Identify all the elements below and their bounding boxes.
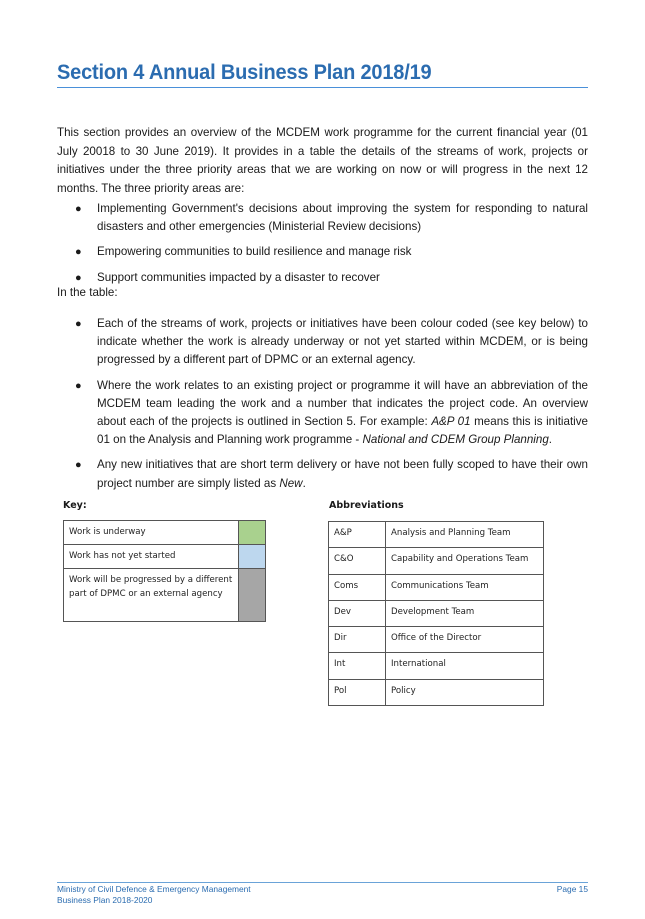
abbr-code: Pol — [329, 679, 386, 705]
project-name-example: National and CDEM Group Planning — [362, 433, 549, 447]
footer-rule — [57, 882, 588, 883]
table-row — [329, 522, 544, 548]
table-row — [64, 521, 266, 545]
bullet-icon: ● — [75, 203, 82, 215]
key-swatch-not-started — [239, 545, 266, 569]
abbr-code: Coms — [329, 574, 386, 600]
table-row — [329, 679, 544, 705]
key-text: Work is underway — [64, 521, 239, 545]
abbreviations-heading: Abbreviations — [329, 500, 404, 511]
table-row — [329, 653, 544, 679]
abbr-code: Int — [329, 653, 386, 679]
list-item: ● Implementing Government's decisions about improving the system for responding to natural disasters and other emergencies (Ministerial Review decisions) — [75, 202, 588, 234]
table-row — [329, 548, 544, 574]
table-row — [64, 569, 266, 622]
colour-key-table — [63, 520, 266, 622]
abbr-code: A&P — [329, 522, 386, 548]
footer-organisation: Ministry of Civil Defence & Emergency Management — [57, 884, 251, 894]
list-item: ● Empowering communities to build resilience and manage risk — [57, 243, 588, 261]
abbr-code: Dev — [329, 600, 386, 626]
bullet-icon: ● — [75, 318, 82, 330]
key-text: Work has not yet started — [64, 545, 239, 569]
footer-document-title: Business Plan 2018-2020 — [57, 895, 153, 905]
abbr-meaning: Communications Team — [386, 574, 544, 600]
table-row — [64, 545, 266, 569]
in-table-label: In the table: — [57, 286, 118, 299]
bullet-icon: ● — [75, 379, 82, 392]
table-row — [329, 574, 544, 600]
key-heading: Key: — [63, 500, 87, 511]
key-swatch-external — [239, 569, 266, 622]
list-item: ● Each of the streams of work, projects or initiatives have been colour coded (see key below) to indicate whether the work is already underway or not yet started within MCDEM, or is being progressed by a different part of DPMC or an external agency. — [75, 317, 588, 367]
table-row — [329, 627, 544, 653]
abbr-meaning: Analysis and Planning Team — [386, 522, 544, 548]
abbr-meaning: Policy — [386, 679, 544, 705]
table-row — [329, 600, 544, 626]
abbr-meaning: Development Team — [386, 600, 544, 626]
abbr-meaning: Capability and Operations Team — [386, 548, 544, 574]
new-label-example: New — [279, 476, 303, 490]
page-title: Section 4 Annual Business Plan 2018/19 — [57, 60, 432, 84]
page-number: Page 15 — [556, 884, 588, 894]
priority-area-list — [57, 200, 588, 294]
abbreviations-table — [328, 521, 544, 706]
abbr-code: C&O — [329, 548, 386, 574]
list-item: ● Support communities impacted by a disaster to recover — [57, 269, 588, 287]
intro-paragraph: This section provides an overview of the MCDEM work programme for the current financial year (01 July 20018 to 30 June 2019). It provides in a table the details of the streams of work, projects or initiatives under the three priority areas that we are working on now or will progress in the next 12 months. The three priority areas are: — [57, 126, 588, 196]
bullet-icon: ● — [75, 459, 82, 472]
table-notes-list — [57, 315, 588, 500]
abbr-code: Dir — [329, 627, 386, 653]
abbr-meaning: International — [386, 653, 544, 679]
list-item: ● Any new initiatives that are short term delivery or have not been fully scoped to have their own project number are simply listed as New. — [75, 458, 588, 490]
project-code-example: A&P 01 — [431, 415, 471, 429]
bullet-icon: ● — [75, 246, 82, 259]
list-item: ● Where the work relates to an existing project or programme it will have an abbreviation of the MCDEM team leading the work and a number that indicates the project code. An overview about each of the projects is outlined in Section 5. For example: A&P 01 means this is initiative 01 on the Analysis and Planning work programme - National and CDEM Group Planning. — [75, 378, 588, 447]
key-swatch-underway — [239, 521, 266, 545]
abbr-meaning: Office of the Director — [386, 627, 544, 653]
key-text: Work will be progressed by a different part of DPMC or an external agency — [64, 569, 239, 622]
bullet-icon: ● — [75, 271, 82, 284]
title-underline — [57, 87, 588, 88]
